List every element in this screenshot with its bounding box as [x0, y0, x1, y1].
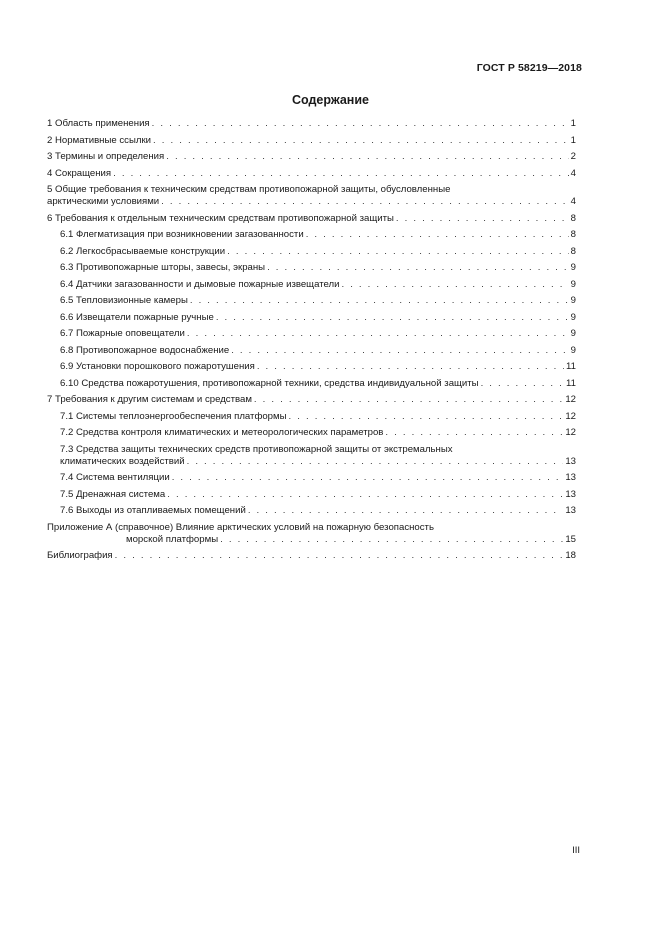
toc-entry-page: 1 — [570, 134, 576, 146]
toc-entry-page: 9 — [570, 295, 576, 306]
toc-entry[interactable] — [47, 361, 576, 373]
toc-entry-title: 6 Требования к отдельным техническим средствам противопожарной защиты — [47, 212, 394, 224]
toc-entry-page: 12 — [565, 427, 576, 438]
toc-entry-title: Библиография — [47, 550, 113, 561]
toc-entry-title: 2 Нормативные ссылки — [47, 134, 152, 146]
dot-leader — [187, 328, 569, 340]
toc-entry[interactable] — [47, 394, 576, 406]
toc-entry-page: 13 — [565, 472, 576, 483]
toc-entry[interactable] — [47, 279, 576, 291]
dot-leader — [152, 118, 569, 130]
toc-entry[interactable] — [47, 151, 576, 163]
toc-entry-page: 4 — [570, 167, 576, 179]
toc-entry-page: 9 — [570, 311, 576, 323]
toc-entry-title: 6.6 Извещатели пожарные ручные — [60, 311, 214, 323]
dot-leader — [481, 378, 564, 390]
toc-entry-page: 9 — [570, 262, 576, 273]
toc-entry[interactable] — [47, 427, 576, 439]
toc-entry-page: 9 — [570, 328, 576, 339]
dot-leader — [248, 505, 564, 517]
table-of-contents — [47, 118, 576, 567]
dot-leader — [254, 394, 563, 406]
dot-leader — [396, 213, 569, 225]
toc-entry-first-line: 7.3 Средства защиты технических средств противопожарной защиты от экстремальных — [60, 443, 453, 455]
toc-entry-page: 4 — [570, 196, 576, 207]
toc-entry-title: 6.3 Противопожарные шторы, завесы, экраны — [60, 262, 266, 273]
toc-entry-page: 11 — [566, 377, 576, 389]
dot-leader — [289, 411, 564, 423]
toc-entry-page: 13 — [565, 505, 576, 516]
toc-entry[interactable] — [47, 262, 576, 274]
toc-entry[interactable] — [47, 411, 576, 423]
dot-leader — [161, 196, 568, 208]
toc-entry-page: 12 — [565, 394, 576, 405]
toc-entry-page: 1 — [570, 118, 576, 129]
toc-entry-page: 9 — [570, 344, 576, 356]
toc-entry-title: 7.5 Дренажная система — [60, 488, 166, 500]
dot-leader — [113, 168, 569, 180]
toc-entry-title: арктическими условиями — [47, 196, 160, 207]
dot-leader — [172, 472, 564, 484]
toc-entry[interactable] — [47, 135, 576, 147]
dot-leader — [227, 246, 569, 258]
toc-entry-title: морской платформы — [126, 533, 219, 545]
toc-entry[interactable] — [47, 184, 576, 208]
dot-leader — [187, 456, 564, 468]
dot-leader — [216, 312, 569, 324]
toc-entry[interactable] — [47, 246, 576, 258]
toc-entry-title: 7.2 Средства контроля климатических и метеорологических параметров — [60, 427, 384, 438]
toc-entry[interactable] — [47, 472, 576, 484]
toc-entry[interactable] — [47, 312, 576, 324]
toc-entry[interactable] — [47, 489, 576, 501]
toc-entry-title: 4 Сокращения — [47, 167, 112, 179]
dot-leader — [385, 427, 563, 439]
dot-leader — [153, 135, 569, 147]
toc-entry[interactable] — [47, 522, 576, 546]
toc-entry[interactable] — [47, 444, 576, 468]
toc-entry[interactable] — [47, 550, 576, 562]
dot-leader — [231, 345, 568, 357]
toc-entry-title: климатических воздействий — [60, 455, 185, 467]
document-code: ГОСТ Р 58219—2018 — [476, 62, 582, 74]
toc-entry-title: 3 Термины и определения — [47, 151, 165, 162]
dot-leader — [166, 151, 568, 163]
toc-entry-title: 1 Область применения — [47, 118, 150, 129]
toc-entry-first-line: 5 Общие требования к техническим средствам противопожарной защиты, обусловленные — [47, 184, 451, 195]
toc-entry[interactable] — [47, 328, 576, 340]
toc-entry-page: 8 — [570, 212, 576, 224]
toc-entry-title: 7.1 Системы теплоэнергообеспечения платформы — [60, 410, 287, 422]
toc-entry-title: 7.6 Выходы из отапливаемых помещений — [60, 505, 246, 516]
toc-entry[interactable] — [47, 229, 576, 241]
toc-entry-page: 13 — [565, 488, 576, 500]
toc-entry-title: 6.9 Установки порошкового пожаротушения — [60, 361, 255, 372]
toc-entry-title: 6.10 Средства пожаротушения, противопожарной техники, средства индивидуальной защиты — [60, 377, 479, 389]
dot-leader — [190, 295, 569, 307]
dot-leader — [306, 229, 569, 241]
toc-entry-first-line: Приложение А (справочное) Влияние арктических условий на пожарную безопасность — [47, 521, 434, 533]
toc-entry-title: 6.5 Тепловизионные камеры — [60, 295, 188, 306]
toc-entry[interactable] — [47, 378, 576, 390]
toc-entry-title: 6.4 Датчики загазованности и дымовые пожарные извещатели — [60, 278, 340, 290]
dot-leader — [115, 550, 564, 562]
dot-leader — [220, 534, 563, 546]
dot-leader — [257, 361, 564, 373]
toc-entry-page: 8 — [570, 229, 576, 240]
toc-entry-page: 2 — [570, 151, 576, 162]
toc-entry[interactable] — [47, 168, 576, 180]
dot-leader — [341, 279, 568, 291]
toc-entry-page: 18 — [565, 550, 576, 561]
toc-entry-title: 6.1 Флегматизация при возникновении загазованности — [60, 229, 304, 240]
toc-entry-page: 11 — [566, 361, 576, 372]
toc-entry-page: 15 — [565, 533, 576, 545]
page-number: III — [572, 845, 580, 856]
toc-entry-page: 9 — [570, 278, 576, 290]
toc-entry[interactable] — [47, 345, 576, 357]
toc-entry-page: 13 — [565, 455, 576, 467]
toc-entry[interactable] — [47, 213, 576, 225]
toc-entry-title: 7.4 Система вентиляции — [60, 472, 170, 483]
dot-leader — [267, 262, 569, 274]
toc-entry-title: 6.8 Противопожарное водоснабжение — [60, 344, 230, 356]
toc-entry-page: 12 — [565, 410, 576, 422]
dot-leader — [167, 489, 563, 501]
toc-entry-page: 8 — [570, 245, 576, 257]
toc-entry[interactable] — [47, 505, 576, 517]
toc-entry-title: 6.2 Легкосбрасываемые конструкции — [60, 245, 226, 257]
toc-entry-title: 7 Требования к другим системам и средствам — [47, 394, 252, 405]
toc-entry[interactable] — [47, 118, 576, 130]
toc-entry-title: 6.7 Пожарные оповещатели — [60, 328, 185, 339]
toc-title: Содержание — [291, 93, 369, 107]
toc-entry[interactable] — [47, 295, 576, 307]
